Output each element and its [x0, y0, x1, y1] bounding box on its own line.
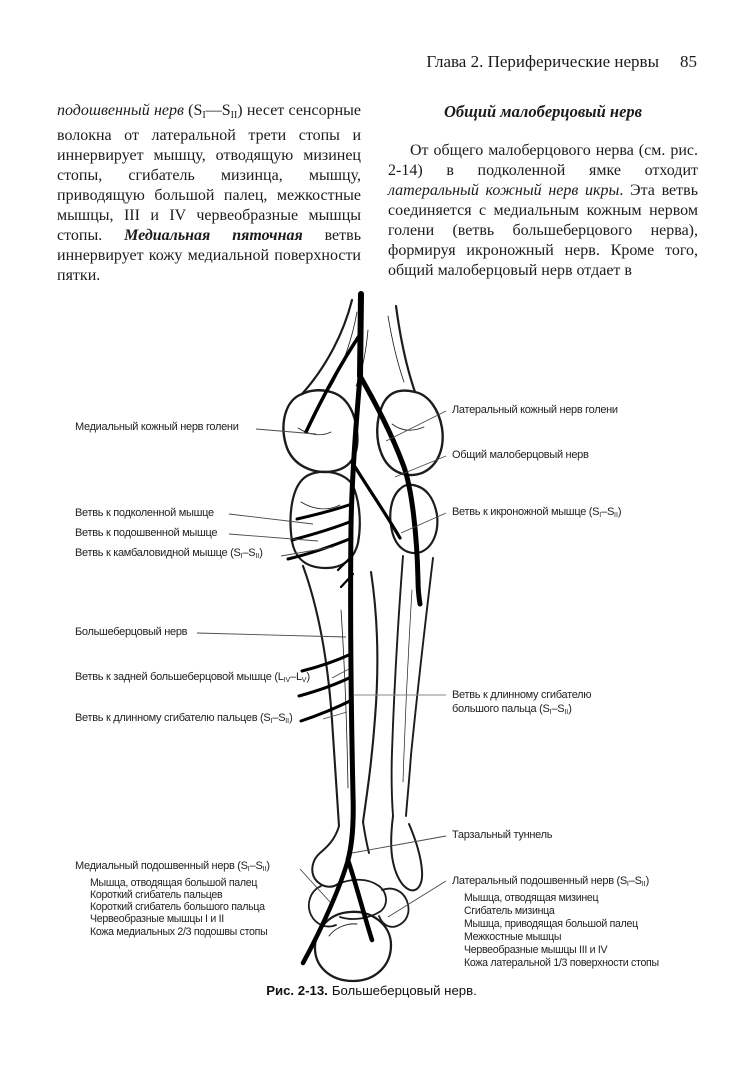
label-gastrocnemius-branch: Ветвь к икроножной мышце $(S_I-S_{II})$: [452, 506, 622, 519]
cuboid: [379, 889, 409, 927]
label-sub-item: Кожа латеральной 1/3 поверхности стопы: [464, 956, 659, 969]
label-flexor-hallucis-branch: [452, 688, 591, 720]
label-flexor-digitorum-branch: Ветвь к длинному сгибателю пальцев $(S_I-S_{II})$: [75, 712, 293, 725]
label-lateral-plantar-nerve: [452, 875, 659, 970]
pointer-lines-group: [197, 411, 446, 917]
tibialis-posterior-branch: [302, 654, 351, 671]
flexor-hallucis-branch: [301, 700, 352, 721]
label-medial-plantar-nerve: [75, 860, 270, 938]
sural-branch: [352, 462, 400, 538]
label-sub-item: Червеобразные мышцы I и II: [90, 913, 224, 926]
left-column: [57, 101, 361, 286]
label-medial-plantar-title: Медиальный подошвенный нерв $(S_I-S_{II})$: [75, 860, 270, 873]
tibial-nerve: [348, 376, 360, 860]
pointer-line: [229, 514, 313, 524]
figure-number: Рис. 2-13.: [266, 983, 328, 998]
label-sub-item: Короткий сгибатель пальцев: [90, 888, 223, 901]
nerves-group: [288, 294, 420, 963]
tibia-shaft: [363, 572, 377, 822]
label-sub-item: Мышца, приводящая большой палец: [464, 917, 638, 930]
tibia-shaft: [303, 566, 339, 826]
calcaneus: [315, 912, 391, 981]
label-sub-item: Кожа медиальных 2/3 подошвы стопы: [90, 925, 268, 938]
pointer-line: [332, 669, 349, 678]
pointer-line: [323, 712, 347, 719]
pointer-line: [388, 881, 446, 917]
label-line: большого пальца $(S_I-S_{II})$: [452, 703, 572, 716]
pointer-line: [352, 836, 446, 853]
label-common-peroneal-nerve: Общий малоберцовый нерв: [452, 449, 589, 461]
page-header: [0, 52, 697, 72]
lateral-malleolus: [391, 816, 422, 890]
label-soleus-branch: Ветвь к камбаловидной мышце $(S_I-S_{II})$: [75, 547, 263, 560]
common-peroneal-nerve: [360, 376, 420, 604]
pointer-line: [229, 534, 318, 541]
bones-group: [283, 300, 442, 981]
popliteal-branch: [297, 504, 352, 519]
label-sub-item: Мышца, отводящая мизинец: [464, 891, 599, 904]
medial-condyle: [283, 390, 357, 472]
proximal-tibia: [291, 472, 360, 568]
label-lateral-plantar-title: Латеральный подошвенный нерв $(S_I-S_{II})$: [452, 875, 649, 888]
lateral-plantar-nerve: [348, 860, 372, 940]
label-tibial-nerve: Большеберцовый нерв: [75, 626, 188, 638]
medial-cutaneous-branch: [306, 336, 359, 432]
label-sub-item: Червеобразные мышцы III и IV: [464, 943, 608, 956]
fibula-shaft: [406, 558, 433, 816]
fibula-head: [390, 485, 437, 553]
femur-outline: [302, 300, 352, 394]
pointer-line: [386, 411, 446, 441]
pointer-line: [256, 429, 316, 434]
pointer-line: [281, 547, 333, 556]
right-paragraph: От общего малоберцового нерва (см. рис. 2-14) в подколенной ямке отходит латеральный кожный нерв икры. Эта ветвь соединяется с медиальным кожным нервом голени (ветвь большеберцового нерва), формируя икроножный нерв. Кроме того, общий малоберцовый нерв отдает в: [388, 142, 698, 279]
soleus-branch: [288, 538, 352, 559]
label-sub-item: Сгибатель мизинца: [464, 904, 555, 917]
pointer-line: [197, 633, 346, 637]
tarsal-bone: [309, 886, 336, 927]
label-medial-cutaneous-nerve: Медиальный кожный нерв голени: [75, 421, 239, 433]
figure-caption: [0, 983, 743, 998]
lateral-condyle: [377, 391, 442, 475]
label-sub-item: Мышца, отводящая большой палец: [90, 876, 258, 889]
plantaris-branch: [292, 521, 352, 540]
label-popliteal-branch: Ветвь к подколенной мышце: [75, 507, 214, 519]
label-tibialis-posterior-branch: Ветвь к задней большеберцовой мышце $(L_{IV}-L_V)$: [75, 671, 310, 684]
right-column: [388, 101, 698, 281]
femur-outline: [396, 306, 415, 392]
pointer-line: [300, 869, 330, 902]
pointer-line: [395, 456, 446, 477]
label-plantaris-branch: Ветвь к подошвенной мышце: [75, 527, 218, 539]
medial-malleolus: [312, 826, 339, 887]
sciatic-trunk: [360, 294, 361, 376]
label-sub-item: Короткий сгибатель большого пальца: [90, 901, 265, 914]
pointer-line: [401, 513, 446, 533]
figure-caption-text: Большеберцовый нерв.: [331, 983, 477, 998]
left-paragraph: подошвенный нерв $(S_I—S_{II})$ несет сенсорные волокна от латеральной трети стопы и иннервирует мышцу, отводящую мизинец стопы, сгибатель мизинца, мышцу, приводящую большой палец, межкостные мышцы, III и IV червеобразные мышцы стопы. Медиальная пяточная ветвь иннервирует кожу медиальной поверхности пятки.: [57, 102, 361, 284]
running-title: Глава 2. Периферические нервы: [426, 52, 659, 71]
talus: [338, 880, 386, 919]
section-heading: Общий малоберцовый нерв: [443, 102, 643, 121]
fibula-shaft: [392, 556, 403, 816]
label-lateral-cutaneous-nerve: Латеральный кожный нерв голени: [452, 404, 618, 416]
label-line: Ветвь к длинному сгибателю: [452, 689, 592, 701]
label-tarsal-tunnel: Тарзальный туннель: [452, 829, 553, 841]
medial-plantar-nerve: [303, 860, 348, 963]
page-number: 85: [680, 52, 697, 71]
label-sub-item: Межкостные мышцы: [464, 930, 562, 943]
